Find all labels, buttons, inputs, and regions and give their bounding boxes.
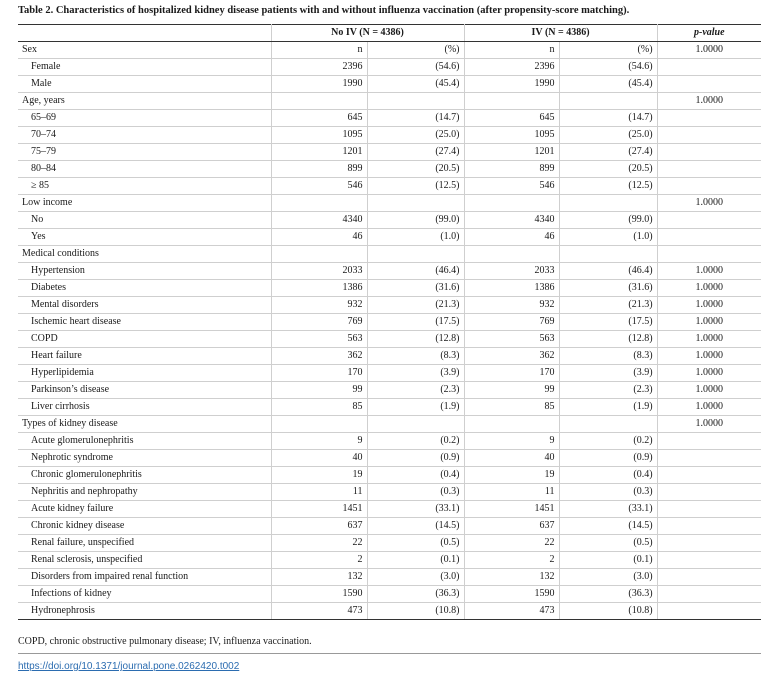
no-iv-percent: (21.3) <box>367 297 464 314</box>
iv-percent: (14.5) <box>559 518 657 535</box>
table-row <box>18 178 761 195</box>
iv-n: 132 <box>464 569 559 586</box>
no-iv-percent <box>367 195 464 212</box>
p-value <box>657 433 761 450</box>
no-iv-n: 1990 <box>271 76 367 93</box>
no-iv-percent: (%) <box>367 42 464 59</box>
characteristics-table <box>18 24 761 620</box>
iv-percent <box>559 93 657 110</box>
row-label: Nephrotic syndrome <box>18 450 271 467</box>
row-label: Acute kidney failure <box>18 501 271 518</box>
iv-n: 85 <box>464 399 559 416</box>
table-footnote: COPD, chronic obstructive pulmonary disease; IV, influenza vaccination. <box>18 636 312 647</box>
p-value: 1.0000 <box>657 195 761 212</box>
iv-percent: (45.4) <box>559 76 657 93</box>
table-body <box>18 42 761 620</box>
iv-percent: (0.5) <box>559 535 657 552</box>
table-row <box>18 314 761 331</box>
iv-percent: (12.8) <box>559 331 657 348</box>
no-iv-percent: (2.3) <box>367 382 464 399</box>
no-iv-percent: (14.7) <box>367 110 464 127</box>
header-p-value: p-value <box>657 25 761 42</box>
doi-link[interactable]: https://doi.org/10.1371/journal.pone.0262420.t002 <box>18 661 240 672</box>
no-iv-n: 9 <box>271 433 367 450</box>
table-row <box>18 280 761 297</box>
iv-percent: (1.9) <box>559 399 657 416</box>
no-iv-n: 2 <box>271 552 367 569</box>
table-row <box>18 467 761 484</box>
row-label: Mental disorders <box>18 297 271 314</box>
no-iv-n: 645 <box>271 110 367 127</box>
table-row <box>18 246 761 263</box>
no-iv-percent: (20.5) <box>367 161 464 178</box>
no-iv-percent: (25.0) <box>367 127 464 144</box>
iv-n: 19 <box>464 467 559 484</box>
iv-n: 1201 <box>464 144 559 161</box>
table-row <box>18 535 761 552</box>
p-value <box>657 144 761 161</box>
p-value: 1.0000 <box>657 382 761 399</box>
p-value: 1.0000 <box>657 416 761 433</box>
row-label: Disorders from impaired renal function <box>18 569 271 586</box>
iv-percent: (33.1) <box>559 501 657 518</box>
p-value <box>657 552 761 569</box>
iv-n: 40 <box>464 450 559 467</box>
iv-percent: (36.3) <box>559 586 657 603</box>
table-row <box>18 263 761 280</box>
row-label: Chronic kidney disease <box>18 518 271 535</box>
iv-n: n <box>464 42 559 59</box>
no-iv-n: 2396 <box>271 59 367 76</box>
no-iv-percent: (8.3) <box>367 348 464 365</box>
no-iv-n: 563 <box>271 331 367 348</box>
no-iv-n: 99 <box>271 382 367 399</box>
iv-percent: (99.0) <box>559 212 657 229</box>
no-iv-percent: (99.0) <box>367 212 464 229</box>
table-header-row <box>18 25 761 42</box>
row-label: Types of kidney disease <box>18 416 271 433</box>
iv-n: 637 <box>464 518 559 535</box>
no-iv-n: 11 <box>271 484 367 501</box>
p-value <box>657 569 761 586</box>
row-label: Age, years <box>18 93 271 110</box>
no-iv-n: 932 <box>271 297 367 314</box>
p-value <box>657 603 761 620</box>
iv-percent: (1.0) <box>559 229 657 246</box>
row-label: Hypertension <box>18 263 271 280</box>
no-iv-percent: (36.3) <box>367 586 464 603</box>
row-label: Diabetes <box>18 280 271 297</box>
iv-percent: (20.5) <box>559 161 657 178</box>
no-iv-percent <box>367 246 464 263</box>
iv-percent: (17.5) <box>559 314 657 331</box>
no-iv-percent: (12.5) <box>367 178 464 195</box>
no-iv-percent: (0.5) <box>367 535 464 552</box>
iv-n: 22 <box>464 535 559 552</box>
p-value <box>657 76 761 93</box>
no-iv-percent <box>367 93 464 110</box>
row-label: Yes <box>18 229 271 246</box>
p-value: 1.0000 <box>657 348 761 365</box>
row-label: Male <box>18 76 271 93</box>
iv-n: 932 <box>464 297 559 314</box>
row-label: Liver cirrhosis <box>18 399 271 416</box>
no-iv-n: 546 <box>271 178 367 195</box>
p-value: 1.0000 <box>657 42 761 59</box>
row-label: 80–84 <box>18 161 271 178</box>
row-label: Acute glomerulonephritis <box>18 433 271 450</box>
iv-percent: (2.3) <box>559 382 657 399</box>
row-label: Hyperlipidemia <box>18 365 271 382</box>
no-iv-percent: (54.6) <box>367 59 464 76</box>
no-iv-percent: (0.2) <box>367 433 464 450</box>
iv-percent: (12.5) <box>559 178 657 195</box>
no-iv-percent <box>367 416 464 433</box>
iv-n: 46 <box>464 229 559 246</box>
no-iv-percent: (46.4) <box>367 263 464 280</box>
p-value <box>657 501 761 518</box>
iv-percent: (10.8) <box>559 603 657 620</box>
row-label: COPD <box>18 331 271 348</box>
no-iv-percent: (1.9) <box>367 399 464 416</box>
row-label: Sex <box>18 42 271 59</box>
iv-percent: (27.4) <box>559 144 657 161</box>
iv-percent: (8.3) <box>559 348 657 365</box>
no-iv-percent: (31.6) <box>367 280 464 297</box>
table-row <box>18 399 761 416</box>
row-label: Medical conditions <box>18 246 271 263</box>
no-iv-n <box>271 195 367 212</box>
row-label: 65–69 <box>18 110 271 127</box>
header-blank <box>18 25 271 42</box>
iv-n: 1590 <box>464 586 559 603</box>
iv-percent <box>559 246 657 263</box>
p-value: 1.0000 <box>657 297 761 314</box>
no-iv-percent: (0.1) <box>367 552 464 569</box>
row-label: Renal failure, unspecified <box>18 535 271 552</box>
p-value <box>657 178 761 195</box>
p-value <box>657 484 761 501</box>
no-iv-n: 769 <box>271 314 367 331</box>
iv-percent <box>559 195 657 212</box>
no-iv-percent: (3.9) <box>367 365 464 382</box>
header-iv: IV (N = 4386) <box>464 25 657 42</box>
row-label: 70–74 <box>18 127 271 144</box>
iv-percent: (31.6) <box>559 280 657 297</box>
no-iv-n: 46 <box>271 229 367 246</box>
no-iv-n <box>271 93 367 110</box>
iv-n: 645 <box>464 110 559 127</box>
iv-percent: (0.3) <box>559 484 657 501</box>
p-value <box>657 518 761 535</box>
row-label: ≥ 85 <box>18 178 271 195</box>
row-label: Chronic glomerulonephritis <box>18 467 271 484</box>
p-value <box>657 467 761 484</box>
p-value <box>657 59 761 76</box>
row-label: Ischemic heart disease <box>18 314 271 331</box>
iv-n: 1990 <box>464 76 559 93</box>
iv-percent: (46.4) <box>559 263 657 280</box>
no-iv-percent: (3.0) <box>367 569 464 586</box>
table-row <box>18 42 761 59</box>
no-iv-percent: (27.4) <box>367 144 464 161</box>
table-row <box>18 518 761 535</box>
row-label: Nephritis and nephropathy <box>18 484 271 501</box>
iv-n: 2396 <box>464 59 559 76</box>
iv-n: 473 <box>464 603 559 620</box>
table-row <box>18 416 761 433</box>
header-no-iv: No IV (N = 4386) <box>271 25 464 42</box>
p-value: 1.0000 <box>657 93 761 110</box>
iv-percent: (21.3) <box>559 297 657 314</box>
p-value <box>657 450 761 467</box>
table-row <box>18 93 761 110</box>
table-row <box>18 603 761 620</box>
table-row <box>18 433 761 450</box>
p-value: 1.0000 <box>657 263 761 280</box>
table-row <box>18 110 761 127</box>
no-iv-n: 1451 <box>271 501 367 518</box>
footnote-divider <box>18 653 761 654</box>
table-row <box>18 331 761 348</box>
p-value <box>657 127 761 144</box>
table-row <box>18 552 761 569</box>
iv-n <box>464 93 559 110</box>
iv-n: 546 <box>464 178 559 195</box>
no-iv-n: 132 <box>271 569 367 586</box>
no-iv-percent: (12.8) <box>367 331 464 348</box>
p-value <box>657 212 761 229</box>
iv-percent: (%) <box>559 42 657 59</box>
iv-n <box>464 246 559 263</box>
table-row <box>18 365 761 382</box>
p-value <box>657 161 761 178</box>
row-label: Renal sclerosis, unspecified <box>18 552 271 569</box>
row-label: Low income <box>18 195 271 212</box>
no-iv-percent: (45.4) <box>367 76 464 93</box>
iv-percent: (14.7) <box>559 110 657 127</box>
no-iv-percent: (0.4) <box>367 467 464 484</box>
no-iv-percent: (17.5) <box>367 314 464 331</box>
no-iv-n: 1201 <box>271 144 367 161</box>
iv-n: 1386 <box>464 280 559 297</box>
table-row <box>18 348 761 365</box>
no-iv-n: 637 <box>271 518 367 535</box>
row-label: Heart failure <box>18 348 271 365</box>
no-iv-percent: (0.3) <box>367 484 464 501</box>
p-value: 1.0000 <box>657 399 761 416</box>
iv-n: 170 <box>464 365 559 382</box>
table-row <box>18 144 761 161</box>
p-value <box>657 110 761 127</box>
no-iv-percent: (33.1) <box>367 501 464 518</box>
table-row <box>18 76 761 93</box>
table-row <box>18 229 761 246</box>
no-iv-n: 40 <box>271 450 367 467</box>
p-value <box>657 586 761 603</box>
no-iv-percent: (10.8) <box>367 603 464 620</box>
iv-n: 899 <box>464 161 559 178</box>
iv-percent: (0.1) <box>559 552 657 569</box>
iv-percent: (3.0) <box>559 569 657 586</box>
iv-percent: (0.9) <box>559 450 657 467</box>
iv-n <box>464 195 559 212</box>
table-row <box>18 586 761 603</box>
p-value <box>657 535 761 552</box>
p-value: 1.0000 <box>657 365 761 382</box>
no-iv-n: 899 <box>271 161 367 178</box>
table-row <box>18 569 761 586</box>
p-value <box>657 229 761 246</box>
iv-n: 1095 <box>464 127 559 144</box>
iv-n: 563 <box>464 331 559 348</box>
table-row <box>18 450 761 467</box>
iv-percent: (0.2) <box>559 433 657 450</box>
table-caption: Table 2. Characteristics of hospitalized kidney disease patients with and without influenza vaccination (after propensity-score matching). <box>18 5 630 16</box>
no-iv-n: 170 <box>271 365 367 382</box>
row-label: No <box>18 212 271 229</box>
table-row <box>18 484 761 501</box>
no-iv-n: 1095 <box>271 127 367 144</box>
no-iv-n: 2033 <box>271 263 367 280</box>
iv-percent: (0.4) <box>559 467 657 484</box>
no-iv-n: 22 <box>271 535 367 552</box>
iv-n: 99 <box>464 382 559 399</box>
iv-n: 2 <box>464 552 559 569</box>
iv-percent: (3.9) <box>559 365 657 382</box>
row-label: Female <box>18 59 271 76</box>
iv-n: 2033 <box>464 263 559 280</box>
table-row <box>18 297 761 314</box>
table-row <box>18 212 761 229</box>
iv-n: 362 <box>464 348 559 365</box>
no-iv-n: 1590 <box>271 586 367 603</box>
no-iv-n <box>271 416 367 433</box>
no-iv-n: 362 <box>271 348 367 365</box>
no-iv-percent: (1.0) <box>367 229 464 246</box>
iv-percent: (54.6) <box>559 59 657 76</box>
no-iv-n: 1386 <box>271 280 367 297</box>
iv-n <box>464 416 559 433</box>
table-row <box>18 195 761 212</box>
p-value: 1.0000 <box>657 280 761 297</box>
no-iv-n <box>271 246 367 263</box>
no-iv-percent: (14.5) <box>367 518 464 535</box>
row-label: 75–79 <box>18 144 271 161</box>
row-label: Parkinson’s disease <box>18 382 271 399</box>
iv-n: 769 <box>464 314 559 331</box>
table-row <box>18 161 761 178</box>
table-row <box>18 59 761 76</box>
no-iv-n: 85 <box>271 399 367 416</box>
iv-n: 9 <box>464 433 559 450</box>
iv-percent <box>559 416 657 433</box>
iv-percent: (25.0) <box>559 127 657 144</box>
p-value <box>657 246 761 263</box>
no-iv-n: n <box>271 42 367 59</box>
p-value: 1.0000 <box>657 314 761 331</box>
iv-n: 4340 <box>464 212 559 229</box>
iv-n: 11 <box>464 484 559 501</box>
row-label: Infections of kidney <box>18 586 271 603</box>
iv-n: 1451 <box>464 501 559 518</box>
table-row <box>18 127 761 144</box>
no-iv-n: 19 <box>271 467 367 484</box>
p-value: 1.0000 <box>657 331 761 348</box>
table-row <box>18 382 761 399</box>
no-iv-percent: (0.9) <box>367 450 464 467</box>
no-iv-n: 473 <box>271 603 367 620</box>
no-iv-n: 4340 <box>271 212 367 229</box>
table-row <box>18 501 761 518</box>
row-label: Hydronephrosis <box>18 603 271 620</box>
